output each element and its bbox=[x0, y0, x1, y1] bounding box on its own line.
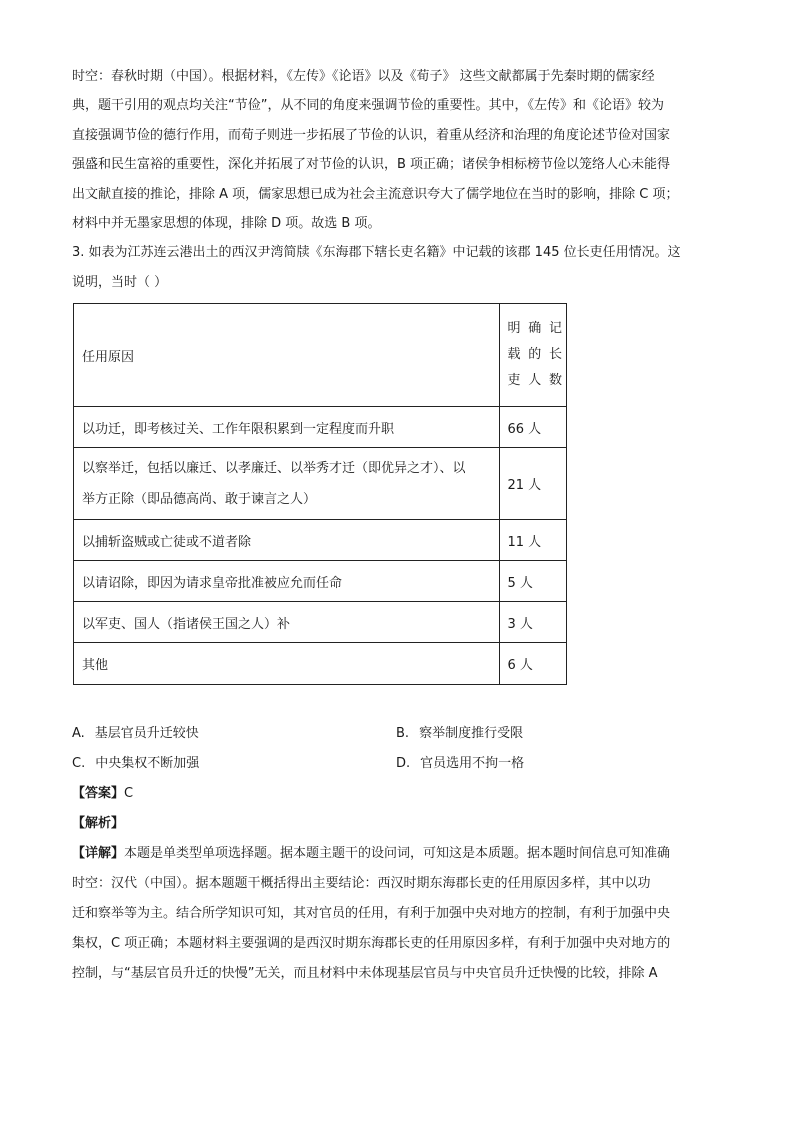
option-text: 中央集权不断加强 bbox=[95, 756, 200, 772]
option-row bbox=[72, 749, 724, 779]
intro-line: 强盛和民生富裕的重要性，深化并拓展了对节俭的认识，B 项正确；诸侯争相标榜节俭以笼络人心未能得 bbox=[72, 157, 671, 173]
detail-line bbox=[72, 839, 724, 869]
detail-line: 控制，与“基层官员升迁的快慢”无关，而且材料中未体现基层官员与中央官员升迁快慢的比较，排除 A bbox=[72, 966, 658, 982]
reason-cell: 以军吏、国人（指诸侯王国之人）补 bbox=[74, 602, 500, 643]
option-letter: A. bbox=[72, 726, 85, 742]
answer-options bbox=[72, 719, 724, 779]
reason-cell: 以捕斩盗贼或亡徒或不道者除 bbox=[74, 520, 500, 561]
option-d[interactable] bbox=[396, 749, 720, 779]
reason-line: 以察举迁，包括以廉迁、以孝廉迁、以举秀才迁（即优异之才）、以 bbox=[82, 460, 466, 476]
table-row bbox=[74, 643, 567, 685]
table-header-row bbox=[74, 304, 567, 407]
detail-paragraph bbox=[72, 839, 724, 989]
reason-line: 举方正除（即品德高尚、敢于谏言之人） bbox=[82, 491, 317, 507]
table-row bbox=[74, 602, 567, 643]
count-cell: 11 人 bbox=[500, 520, 567, 561]
header-count-line: 吏人数 bbox=[507, 373, 562, 389]
analysis-heading bbox=[72, 809, 724, 839]
detail-label: 【详解】 bbox=[72, 846, 125, 862]
detail-line: 迁和察举等为主。结合所学知识可知，其对官员的任用，有利于加强中央对地方的控制，有利于加强中央 bbox=[72, 906, 671, 922]
reason-cell: 以功迁，即考核过关、工作年限积累到一定程度而升职 bbox=[74, 407, 500, 448]
detail-text: 本题是单类型单项选择题。据本题主题干的设问词，可知这是本质题。据本题时间信息可知准确 bbox=[124, 846, 671, 862]
question-line: 说明，当时（ ） bbox=[72, 274, 168, 290]
header-count-line: 载的长 bbox=[507, 347, 562, 363]
document-page bbox=[72, 62, 724, 989]
answer-line bbox=[72, 779, 724, 809]
option-letter: B. bbox=[396, 726, 410, 742]
reason-cell bbox=[74, 448, 500, 520]
answer-label: 【答案】 bbox=[72, 786, 125, 802]
option-letter: C. bbox=[72, 756, 86, 772]
reason-cell: 其他 bbox=[74, 643, 500, 685]
count-cell: 66 人 bbox=[500, 407, 567, 448]
reason-cell: 以请诏除，即因为请求皇帝批准被应允而任命 bbox=[74, 561, 500, 602]
count-cell: 5 人 bbox=[500, 561, 567, 602]
intro-line: 典，题干引用的观点均关注“节俭”，从不同的角度来强调节俭的重要性。其中，《左传》和《论语》较为 bbox=[72, 98, 664, 114]
detail-line: 集权，C 项正确；本题材料主要强调的是西汉时期东海郡长吏的任用原因多样，有利于加强中央对地方的 bbox=[72, 936, 671, 952]
table-row bbox=[74, 448, 567, 520]
question-stem bbox=[72, 238, 724, 297]
count-cell: 21 人 bbox=[500, 448, 567, 520]
analysis-label: 【解析】 bbox=[72, 816, 125, 832]
intro-line: 材料中并无墨家思想的体现，排除 D 项。故选 B 项。 bbox=[72, 216, 381, 232]
intro-paragraph bbox=[72, 62, 724, 238]
table-row bbox=[74, 561, 567, 602]
option-text: 官员选用不拘一格 bbox=[420, 756, 525, 772]
intro-line: 出文献直接的推论，排除 A 项，儒家思想已成为社会主流意识夸大了儒学地位在当时的影响，排除 C 项； bbox=[72, 186, 679, 202]
option-text: 基层官员升迁较快 bbox=[94, 726, 199, 742]
question-line: 3. 如表为江苏连云港出土的西汉尹湾简牍《东海郡下辖长吏名籍》中记载的该郡 145 位长吏任用情况。这 bbox=[72, 245, 681, 261]
intro-line: 时空：春秋时期（中国）。根据材料，《左传》《论语》以及《荀子》 这些文献都属于先秦时期的儒家经 bbox=[72, 69, 655, 84]
count-cell: 6 人 bbox=[500, 643, 567, 685]
option-row bbox=[72, 719, 724, 749]
header-count-line: 明确记 bbox=[507, 321, 562, 337]
header-reason-cell: 任用原因 bbox=[74, 304, 500, 407]
header-count-cell bbox=[500, 304, 567, 407]
option-c[interactable] bbox=[72, 749, 396, 779]
table-row bbox=[74, 520, 567, 561]
intro-line: 直接强调节俭的德行作用，而荀子则进一步拓展了节俭的认识，着重从经济和治理的角度论述节俭对国家 bbox=[72, 127, 671, 143]
detail-line: 时空：汉代（中国）。据本题题干概括得出主要结论：西汉时期东海郡长吏的任用原因多样，其中以功 bbox=[72, 876, 651, 892]
table-row bbox=[74, 407, 567, 448]
count-cell: 3 人 bbox=[500, 602, 567, 643]
option-a[interactable] bbox=[72, 719, 396, 749]
answer-value: C bbox=[124, 786, 134, 802]
option-letter: D. bbox=[396, 756, 411, 772]
appointment-table bbox=[73, 303, 567, 685]
option-b[interactable] bbox=[396, 719, 720, 749]
option-text: 察举制度推行受限 bbox=[419, 726, 524, 742]
